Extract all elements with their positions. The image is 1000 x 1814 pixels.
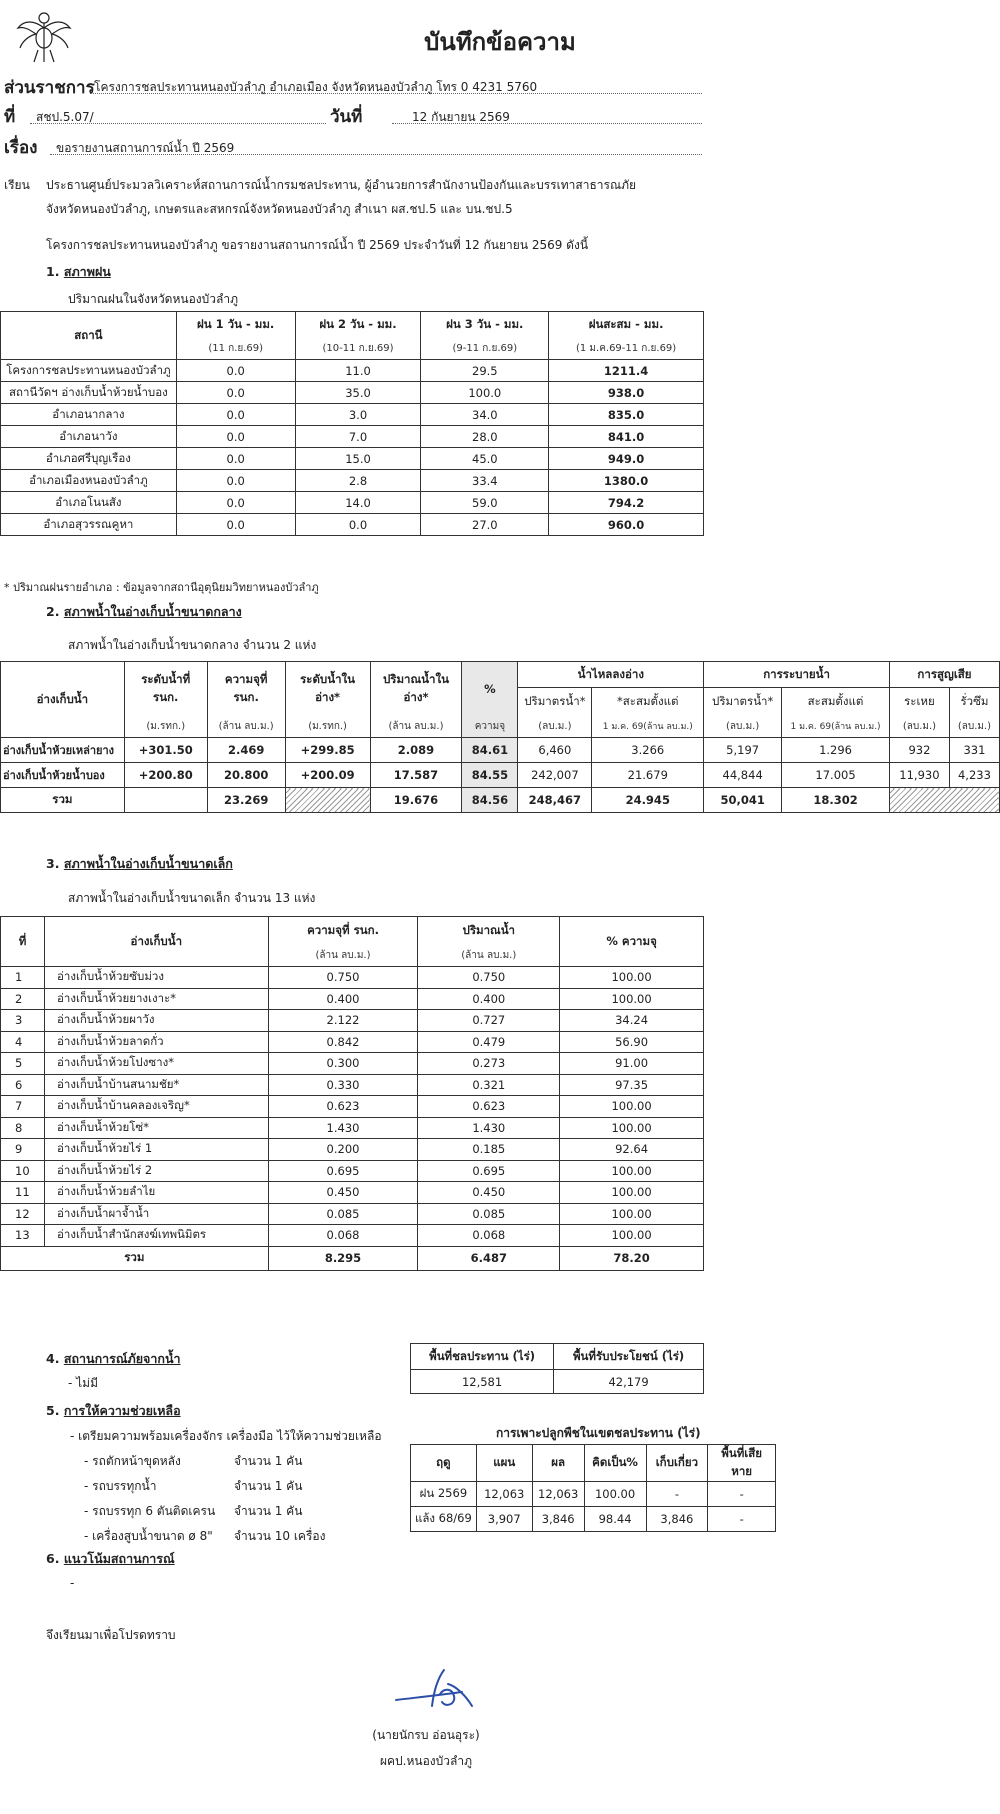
small-value: 0.321 xyxy=(418,1074,560,1096)
res-row xyxy=(1,738,1000,763)
aid-item-label: - รถตักหน้าขุดหลัง xyxy=(84,1454,181,1468)
small-value: 0.085 xyxy=(268,1203,418,1225)
res-value: 932 xyxy=(889,738,949,763)
crop-header: เก็บเกี่ยว xyxy=(646,1445,708,1482)
res-total-cell: 248,467 xyxy=(518,788,592,813)
small-value: 92.64 xyxy=(560,1139,704,1161)
small-header-no: ที่ xyxy=(1,917,45,967)
res-unit: ความจุ xyxy=(462,716,518,738)
crop-value: 98.44 xyxy=(584,1507,646,1532)
rain-value: 960.0 xyxy=(549,514,704,536)
aid-item-label: - รถบรรทุก 6 ตันติดเครน xyxy=(84,1504,216,1518)
small-value: 0.068 xyxy=(418,1225,560,1247)
crop-value: 100.00 xyxy=(584,1482,646,1507)
small-row xyxy=(1,967,704,989)
small-row xyxy=(1,1117,704,1139)
res-total-cell: 84.56 xyxy=(462,788,518,813)
rain-header: ฝน 3 วัน - มม. xyxy=(421,312,549,338)
rainfall-table xyxy=(0,311,704,536)
res-value: 44,844 xyxy=(704,763,782,788)
rain-header-station: สถานี xyxy=(1,312,177,360)
small-row xyxy=(1,1074,704,1096)
to-line2: จังหวัดหนองบัวลำภู, เกษตรและสหกรณ์จังหวัดหนองบัวลำภู สำเนา ผส.ชป.5 และ บน.ชป.5 xyxy=(46,202,513,216)
res-value: 17.005 xyxy=(782,763,890,788)
sec4-heading: 4. สถานการณ์ภัยจากน้ำ xyxy=(46,1351,181,1366)
small-value: 1.430 xyxy=(418,1117,560,1139)
sec2-heading: 2. สภาพน้ำในอ่างเก็บน้ำขนาดกลาง xyxy=(46,604,242,619)
small-name: อ่างเก็บน้ำห้วยผาวัง xyxy=(44,1010,268,1032)
sec1-note: * ปริมาณฝนรายอำเภอ : ข้อมูลจากสถานีอุตุนิยมวิทยาหนองบัวลำภู xyxy=(4,581,319,594)
subject-label: เรื่อง xyxy=(4,138,38,158)
signature-icon xyxy=(392,1666,482,1714)
rain-header: ฝน 2 วัน - มม. xyxy=(295,312,421,338)
small-value: 0.727 xyxy=(418,1010,560,1032)
res-group-inflow: น้ำไหลลงอ่าง xyxy=(518,662,704,688)
rain-row xyxy=(1,448,704,470)
small-value: 100.00 xyxy=(560,967,704,989)
rain-subheader: (11 ก.ย.69) xyxy=(176,338,295,360)
small-name: อ่างเก็บน้ำห้วยลำไย xyxy=(44,1182,268,1204)
area-value: 12,581 xyxy=(411,1370,554,1394)
res-value: 5,197 xyxy=(704,738,782,763)
small-unit: (ล้าน ลบ.ม.) xyxy=(268,945,418,967)
rain-header: ฝนสะสม - มม. xyxy=(549,312,704,338)
res-name: อ่างเก็บน้ำห้วยเหล่ายาง xyxy=(1,738,125,763)
small-name: อ่างเก็บน้ำบ้านสนามชัย* xyxy=(44,1074,268,1096)
aid-item-qty: จำนวน 1 คัน xyxy=(234,1504,303,1518)
rain-value: 0.0 xyxy=(176,448,295,470)
small-total-label: รวม xyxy=(1,1246,269,1270)
small-value: 0.842 xyxy=(268,1031,418,1053)
small-value: 0.450 xyxy=(418,1182,560,1204)
rain-value: 938.0 xyxy=(549,382,704,404)
rain-value: 11.0 xyxy=(295,360,421,382)
res-unit: (ม.รทก.) xyxy=(285,716,370,738)
sec6-item: - xyxy=(70,1576,75,1590)
crop-header: ผล xyxy=(532,1445,584,1482)
small-row xyxy=(1,1096,704,1118)
small-value: 100.00 xyxy=(560,988,704,1010)
crop-header: พื้นที่เสียหาย xyxy=(708,1445,776,1482)
area-header: พื้นที่รับประโยชน์ (ไร่) xyxy=(554,1344,704,1370)
res-unit: (ลบ.ม.) xyxy=(518,716,592,738)
rain-station: อำเภอเมืองหนองบัวลำภู xyxy=(1,470,177,492)
small-header: ความจุที่ รนก. xyxy=(268,917,418,945)
res-value: 17.587 xyxy=(370,763,462,788)
rain-value: 841.0 xyxy=(549,426,704,448)
crop-table xyxy=(410,1444,776,1532)
res-header-name: อ่างเก็บน้ำ xyxy=(1,662,125,738)
res-subheader: สะสมตั้งแต่ xyxy=(782,688,890,716)
small-value: 100.00 xyxy=(560,1203,704,1225)
rain-station: อำเภอสุวรรณคูหา xyxy=(1,514,177,536)
rain-subheader: (1 ม.ค.69-11 ก.ย.69) xyxy=(549,338,704,360)
small-value: 0.750 xyxy=(268,967,418,989)
res-value: 21.679 xyxy=(592,763,704,788)
rain-row xyxy=(1,382,704,404)
small-name: อ่างเก็บน้ำห้วยลาดกั่ว xyxy=(44,1031,268,1053)
res-subheader: ปริมาตรน้ำ* xyxy=(518,688,592,716)
res-unit: (ล้าน ลบ.ม.) xyxy=(370,716,462,738)
rain-value: 0.0 xyxy=(295,514,421,536)
sec3-desc: สภาพน้ำในอ่างเก็บน้ำขนาดเล็ก จำนวน 13 แห่ง xyxy=(68,891,316,905)
small-name: อ่างเก็บน้ำห้วยโปงซาง* xyxy=(44,1053,268,1075)
sec2-desc: สภาพน้ำในอ่างเก็บน้ำขนาดกลาง จำนวน 2 แห่ง xyxy=(68,638,317,652)
small-no: 4 xyxy=(1,1031,45,1053)
ref-value: สชป.5.07/ xyxy=(30,108,326,124)
rain-header: ฝน 1 วัน - มม. xyxy=(176,312,295,338)
small-value: 0.330 xyxy=(268,1074,418,1096)
res-total-cell: 50,041 xyxy=(704,788,782,813)
res-unit: 1 ม.ค. 69(ล้าน ลบ.ม.) xyxy=(592,716,704,738)
small-value: 0.185 xyxy=(418,1139,560,1161)
res-value: 20.800 xyxy=(207,763,285,788)
res-header: % xyxy=(462,662,518,716)
small-no: 3 xyxy=(1,1010,45,1032)
res-unit: (ม.รทก.) xyxy=(124,716,207,738)
signer-position: ผคป.หนองบัวลำภู xyxy=(379,1754,473,1768)
signer-name: (นายนักรบ อ่อนอุระ) xyxy=(372,1728,480,1742)
res-header: ความจุที่ รนก. xyxy=(207,662,285,716)
rain-value: 794.2 xyxy=(549,492,704,514)
small-no: 7 xyxy=(1,1096,45,1118)
to-label: เรียน xyxy=(4,178,30,192)
small-name: อ่างเก็บน้ำห้วยโซ่* xyxy=(44,1117,268,1139)
sec5-intro: - เตรียมความพร้อมเครื่องจักร เครื่องมือ ไว้ให้ความช่วยเหลือ xyxy=(70,1429,382,1443)
agency-label: ส่วนราชการ xyxy=(4,78,95,98)
sec6-heading: 6. แนวโน้มสถานการณ์ xyxy=(46,1551,175,1566)
res-value: 1.296 xyxy=(782,738,890,763)
rain-value: 35.0 xyxy=(295,382,421,404)
rain-value: 2.8 xyxy=(295,470,421,492)
rain-row xyxy=(1,470,704,492)
crop-value: 12,063 xyxy=(532,1482,584,1507)
small-total-cell: 78.20 xyxy=(560,1246,704,1270)
small-value: 0.200 xyxy=(268,1139,418,1161)
crop-value: - xyxy=(708,1482,776,1507)
sec1-heading: 1. สภาพฝน xyxy=(46,264,111,279)
crop-season: ฝน 2569 xyxy=(411,1482,477,1507)
small-no: 10 xyxy=(1,1160,45,1182)
res-value: +200.09 xyxy=(285,763,370,788)
small-value: 0.068 xyxy=(268,1225,418,1247)
rain-station: อำเภอศรีบุญเรือง xyxy=(1,448,177,470)
small-value: 2.122 xyxy=(268,1010,418,1032)
res-subheader: ปริมาตรน้ำ* xyxy=(704,688,782,716)
date-value: 12 กันยายน 2569 xyxy=(392,108,702,124)
small-value: 0.623 xyxy=(418,1096,560,1118)
res-total-row xyxy=(1,788,1000,813)
ref-label: ที่ xyxy=(4,107,16,127)
rain-value: 0.0 xyxy=(176,404,295,426)
small-name: อ่างเก็บน้ำบ้านคลองเจริญ* xyxy=(44,1096,268,1118)
crop-value: - xyxy=(646,1482,708,1507)
small-no: 6 xyxy=(1,1074,45,1096)
closing-text: จึงเรียนมาเพื่อโปรดทราบ xyxy=(46,1628,176,1642)
rain-value: 835.0 xyxy=(549,404,704,426)
rain-subheader: (10-11 ก.ย.69) xyxy=(295,338,421,360)
small-row xyxy=(1,1031,704,1053)
rain-value: 1211.4 xyxy=(549,360,704,382)
small-no: 13 xyxy=(1,1225,45,1247)
to-line1: ประธานศูนย์ประมวลวิเคราะห์สถานการณ์น้ำกรมชลประทาน, ผู้อำนวยการสำนักงานป้องกันและบรรเทาสาธารณภัย xyxy=(46,178,637,192)
res-unit: (ลบ.ม.) xyxy=(889,716,949,738)
res-value: 3.266 xyxy=(592,738,704,763)
rain-value: 34.0 xyxy=(421,404,549,426)
small-value: 0.750 xyxy=(418,967,560,989)
small-unit: (ล้าน ลบ.ม.) xyxy=(418,945,560,967)
agency-value: โครงการชลประทานหนองบัวลำภู อำเภอเมือง จังหวัดหนองบัวลำภู โทร 0 4231 5760 xyxy=(90,78,702,94)
small-value: 0.450 xyxy=(268,1182,418,1204)
rain-station: โครงการชลประทานหนองบัวลำภู xyxy=(1,360,177,382)
rain-value: 59.0 xyxy=(421,492,549,514)
res-unit: (ลบ.ม.) xyxy=(704,716,782,738)
small-value: 0.479 xyxy=(418,1031,560,1053)
aid-item-label: - เครื่องสูบน้ำขนาด ø 8" xyxy=(84,1529,213,1543)
crop-row xyxy=(411,1482,776,1507)
small-value: 0.400 xyxy=(418,988,560,1010)
small-name: อ่างเก็บน้ำผาจ้ำน้ำ xyxy=(44,1203,268,1225)
rain-row xyxy=(1,492,704,514)
rain-station: อำเภอนาวัง xyxy=(1,426,177,448)
res-subheader: *สะสมตั้งแต่ xyxy=(592,688,704,716)
crop-value: 3,846 xyxy=(646,1507,708,1532)
rain-value: 100.0 xyxy=(421,382,549,404)
res-value: 2.469 xyxy=(207,738,285,763)
rain-row xyxy=(1,360,704,382)
memo-title: บันทึกข้อความ xyxy=(424,28,576,56)
sec1-desc: ปริมาณฝนในจังหวัดหนองบัวลำภู xyxy=(68,292,239,306)
res-value: 242,007 xyxy=(518,763,592,788)
rain-value: 15.0 xyxy=(295,448,421,470)
res-header: ระดับน้ำในอ่าง* xyxy=(285,662,370,716)
small-value: 0.085 xyxy=(418,1203,560,1225)
small-row xyxy=(1,1160,704,1182)
small-total-row xyxy=(1,1246,704,1270)
rain-station: อำเภอนากลาง xyxy=(1,404,177,426)
small-header-name: อ่างเก็บน้ำ xyxy=(44,917,268,967)
small-value: 0.695 xyxy=(268,1160,418,1182)
area-value: 42,179 xyxy=(554,1370,704,1394)
res-subheader: ระเหย xyxy=(889,688,949,716)
small-row xyxy=(1,1225,704,1247)
rain-value: 14.0 xyxy=(295,492,421,514)
small-name: อ่างเก็บน้ำห้วยซับม่วง xyxy=(44,967,268,989)
rain-value: 0.0 xyxy=(176,360,295,382)
small-value: 0.300 xyxy=(268,1053,418,1075)
date-label: วันที่ xyxy=(330,107,363,127)
res-value: +299.85 xyxy=(285,738,370,763)
small-value: 0.273 xyxy=(418,1053,560,1075)
small-value: 1.430 xyxy=(268,1117,418,1139)
intro-text: โครงการชลประทานหนองบัวลำภู ขอรายงานสถานการณ์น้ำ ปี 2569 ประจำวันที่ 12 กันยายน 2569 ดังนี้ xyxy=(46,238,589,252)
small-value: 0.695 xyxy=(418,1160,560,1182)
medium-reservoir-table xyxy=(0,661,1000,813)
crop-table-title: การเพาะปลูกพืชในเขตชลประทาน (ไร่) xyxy=(496,1426,701,1440)
res-row xyxy=(1,763,1000,788)
small-name: อ่างเก็บน้ำห้วยไร่ 1 xyxy=(44,1139,268,1161)
rain-value: 29.5 xyxy=(421,360,549,382)
res-total-cell: 19.676 xyxy=(370,788,462,813)
rain-value: 3.0 xyxy=(295,404,421,426)
sec4-item: - ไม่มี xyxy=(68,1376,98,1390)
small-value: 97.35 xyxy=(560,1074,704,1096)
res-header: ระดับน้ำที่ รนก. xyxy=(124,662,207,716)
small-no: 8 xyxy=(1,1117,45,1139)
res-value: 2.089 xyxy=(370,738,462,763)
rain-subheader: (9-11 ก.ย.69) xyxy=(421,338,549,360)
aid-item-label: - รถบรรทุกน้ำ xyxy=(84,1479,157,1493)
aid-item-qty: จำนวน 10 เครื่อง xyxy=(234,1529,326,1543)
rain-value: 0.0 xyxy=(176,492,295,514)
small-value: 34.24 xyxy=(560,1010,704,1032)
small-value: 56.90 xyxy=(560,1031,704,1053)
rain-station: สถานีวัดฯ อ่างเก็บน้ำห้วยน้ำบอง xyxy=(1,382,177,404)
small-total-cell: 6.487 xyxy=(418,1246,560,1270)
rain-value: 0.0 xyxy=(176,470,295,492)
small-reservoir-table xyxy=(0,916,704,1271)
small-name: อ่างเก็บน้ำห้วยยางเงาะ* xyxy=(44,988,268,1010)
res-total-label: รวม xyxy=(1,788,125,813)
small-no: 12 xyxy=(1,1203,45,1225)
area-header: พื้นที่ชลประทาน (ไร่) xyxy=(411,1344,554,1370)
small-value: 100.00 xyxy=(560,1160,704,1182)
res-total-cell: 24.945 xyxy=(592,788,704,813)
res-value: 84.55 xyxy=(462,763,518,788)
subject-value: ขอรายงานสถานการณ์น้ำ ปี 2569 xyxy=(50,139,702,155)
crop-value: 3,846 xyxy=(532,1507,584,1532)
small-row xyxy=(1,988,704,1010)
res-value: 11,930 xyxy=(889,763,949,788)
small-row xyxy=(1,1053,704,1075)
small-no: 5 xyxy=(1,1053,45,1075)
small-no: 9 xyxy=(1,1139,45,1161)
rain-value: 7.0 xyxy=(295,426,421,448)
crop-value: - xyxy=(708,1507,776,1532)
rain-value: 27.0 xyxy=(421,514,549,536)
crop-value: 12,063 xyxy=(476,1482,532,1507)
res-group-loss: การสูญเสีย xyxy=(889,662,999,688)
small-value: 100.00 xyxy=(560,1225,704,1247)
sec3-heading: 3. สภาพน้ำในอ่างเก็บน้ำขนาดเล็ก xyxy=(46,856,233,871)
rain-row xyxy=(1,426,704,448)
res-name: อ่างเก็บน้ำห้วยน้ำบอง xyxy=(1,763,125,788)
small-name: อ่างเก็บน้ำห้วยไร่ 2 xyxy=(44,1160,268,1182)
aid-item-qty: จำนวน 1 คัน xyxy=(234,1479,303,1493)
small-row xyxy=(1,1010,704,1032)
sec5-heading: 5. การให้ความช่วยเหลือ xyxy=(46,1403,181,1418)
small-row xyxy=(1,1139,704,1161)
crop-season: แล้ง 68/69 xyxy=(411,1507,477,1532)
rain-value: 1380.0 xyxy=(549,470,704,492)
rain-row xyxy=(1,404,704,426)
res-unit: (ลบ.ม.) xyxy=(949,716,999,738)
small-row xyxy=(1,1203,704,1225)
small-value: 100.00 xyxy=(560,1096,704,1118)
res-value: 331 xyxy=(949,738,999,763)
res-value: 84.61 xyxy=(462,738,518,763)
res-total-cell: 18.302 xyxy=(782,788,890,813)
small-header: ปริมาณน้ำ xyxy=(418,917,560,945)
rain-row xyxy=(1,514,704,536)
crop-value: 3,907 xyxy=(476,1507,532,1532)
rain-value: 0.0 xyxy=(176,382,295,404)
rain-station: อำเภอโนนสัง xyxy=(1,492,177,514)
res-total-cell: 23.269 xyxy=(207,788,285,813)
res-header: ปริมาณน้ำในอ่าง* xyxy=(370,662,462,716)
crop-header: ฤดู xyxy=(411,1445,477,1482)
crop-header: แผน xyxy=(476,1445,532,1482)
res-subheader: รั่วซึม xyxy=(949,688,999,716)
small-value: 91.00 xyxy=(560,1053,704,1075)
rain-value: 33.4 xyxy=(421,470,549,492)
crop-row xyxy=(411,1507,776,1532)
rain-value: 0.0 xyxy=(176,514,295,536)
rain-value: 949.0 xyxy=(549,448,704,470)
small-name: อ่างเก็บน้ำสำนักสงฆ์เทพนิมิตร xyxy=(44,1225,268,1247)
irrigation-area-table xyxy=(410,1343,704,1394)
small-no: 11 xyxy=(1,1182,45,1204)
res-value: 4,233 xyxy=(949,763,999,788)
rain-value: 45.0 xyxy=(421,448,549,470)
small-value: 0.400 xyxy=(268,988,418,1010)
small-no: 2 xyxy=(1,988,45,1010)
res-value: +301.50 xyxy=(124,738,207,763)
res-unit: 1 ม.ค. 69(ล้าน ลบ.ม.) xyxy=(782,716,890,738)
res-group-release: การระบายน้ำ xyxy=(704,662,890,688)
rain-value: 28.0 xyxy=(421,426,549,448)
crop-header: คิดเป็น% xyxy=(584,1445,646,1482)
aid-item-qty: จำนวน 1 คัน xyxy=(234,1454,303,1468)
res-unit: (ล้าน ลบ.ม.) xyxy=(207,716,285,738)
res-value: 6,460 xyxy=(518,738,592,763)
small-total-cell: 8.295 xyxy=(268,1246,418,1270)
small-header: % ความจุ xyxy=(560,917,704,967)
small-value: 100.00 xyxy=(560,1117,704,1139)
small-no: 1 xyxy=(1,967,45,989)
rain-value: 0.0 xyxy=(176,426,295,448)
small-value: 100.00 xyxy=(560,1182,704,1204)
small-value: 0.623 xyxy=(268,1096,418,1118)
res-value: +200.80 xyxy=(124,763,207,788)
small-row xyxy=(1,1182,704,1204)
